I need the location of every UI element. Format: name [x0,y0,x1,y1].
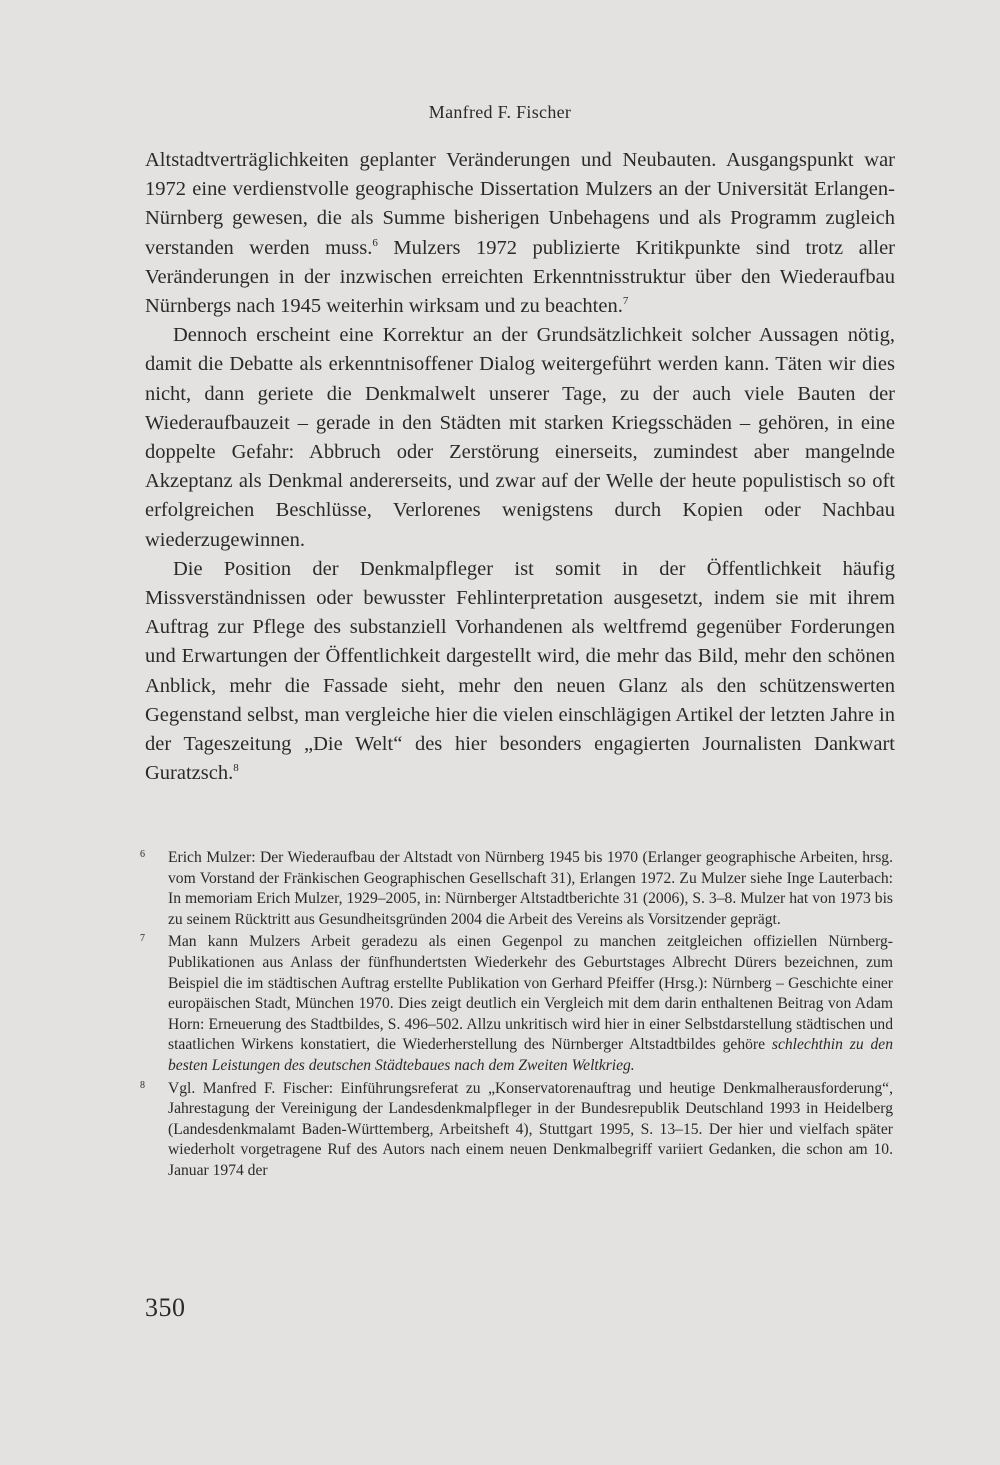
footnote-ref-6[interactable]: 6 [372,236,378,249]
footnote-text: Vgl. Manfred F. Fischer: Einführungsreferat zu „Konservatorenauftrag und heutige Denkmalherausforderung“, Jahrestagung der Vereinigung der Landesdenkmalpfleger in der Bundesrepublik Deutschland 1993 in Heidelberg (Landesdenkmalamt Baden-Württemberg, Arbeitsheft 4), Stuttgart 1995, S. 13–15. Der hier und vielfach später wiederholt vorgetragene Ruf des Autors nach einem neuen Denkmalbegriff variiert Gedanken, die schon am 10. Januar 1974 der [168,1079,893,1179]
footnote-8 [140,1079,893,1182]
paragraph-2: Dennoch erscheint eine Korrektur an der Grundsätzlichkeit solcher Aussagen nötig, damit die Debatte als erkenntnisoffener Dialog weitergeführt werden kann. Täten wir dies nicht, dann geriete die Denkmalwelt unserer Tage, zu der auch viele Bauten der Wiederaufbauzeit – gerade in den Städten mit starken Kriegsschäden – gehören, in eine doppelte Gefahr: Abbruch oder Zerstörung einerseits, zumindest aber mangelnde Akzeptanz als Denkmal andererseits, und zwar auf der Welle der heute populistisch so oft erfolgreichen Beschlüsse, Verlorenes wenigstens durch Kopien oder Nachbau wiederzugewinnen. [145,324,895,551]
footnote-number: 8 [140,1079,145,1091]
footnote-ref-8[interactable]: 8 [233,762,239,775]
footnote-6 [140,848,893,930]
paragraph-1 [145,146,895,321]
footnote-ref-7[interactable]: 7 [622,295,629,308]
main-text [145,146,895,788]
paragraph-1-text-a: Altstadtverträglichkeiten geplanter Veränderungen und Neubauten. Ausgangspunkt war 1972 eine verdienstvolle geographische Dissertation Mulzers an der Universität Erlangen-Nürnberg gewesen, die als Summe bisherigen Unbehagens und als Programm zugleich verstanden werden muss. [145,149,895,259]
footnote-text: Man kann Mulzers Arbeit geradezu als einen Gegenpol zu manchen zeitgleichen offiziellen Nürnberg-Publikationen aus Anlass der fünfhundertsten Wiederkehr des Geburtstages Albrecht Dürers bezeichnen, zum Beispiel die im städtischen Auftrag erstellte Publikation von Gerhard Pfeiffer (Hrsg.): Nürnberg – Geschichte einer europäischen Stadt, München 1970. Dies zeigt deutlich ein Vergleich mit dem darin enthaltenen Beitrag von Adam Horn: Erneuerung des Stadtbildes, S. 496–502. Allzu unkritisch wird hier in einer Selbstdarstellung städtischen und staatlichen Wirkens konstatiert, die Wiederherstellung des Nürnberger Altstadtbildes gehöre [168,933,893,1054]
paragraph-1-text-b: Mulzers 1972 publizierte Kritikpunkte sind trotz aller Veränderungen in der inzwischen erreichten Erkenntnisstruktur über den Wiederaufbau Nürnbergs nach 1945 weiterhin wirksam und zu beachten. [145,236,896,318]
footnote-7 [140,932,893,1076]
footnote-italic-quote: schlechthin zu den besten Leistungen des deutschen Städtebaues nach dem Zweiten Weltkrieg. [168,1036,893,1074]
paragraph-3 [145,555,895,789]
page-number: 350 [145,1293,186,1322]
footnote-number: 7 [140,933,145,945]
footnote-number: 6 [140,849,145,860]
running-head: Manfred F. Fischer [428,102,572,122]
footnotes [140,848,893,1184]
paragraph-3-text: Die Position der Denkmalpfleger ist somit in der Öffentlichkeit häufig Missverständnissen oder bewusster Fehlinterpretation ausgesetzt, indem sie mit ihrem Auftrag zur Pflege des substanziell Vorhandenen als weltfremd gegenüber Forderungen und Erwartungen der Öffentlichkeit dargestellt wird, die mehr das Bild, mehr den schönen Anblick, mehr die Fassade sieht, mehr den neuen Glanz als den schützenswerten Gegenstand selbst, man vergleiche hier die vielen einschlägigen Artikel der letzten Jahre in der Tageszeitung „Die Welt“ des hier besonders engagierten Journalisten Dankwart Guratzsch. [145,557,895,785]
footnote-text: Erich Mulzer: Der Wiederaufbau der Altstadt von Nürnberg 1945 bis 1970 (Erlanger geographische Arbeiten, hrsg. vom Vorstand der Fränkischen Geographischen Gesellschaft 31), Erlangen 1972. Zu Mulzer siehe Inge Lauterbach: In memoriam Erich Mulzer, 1929–2005, in: Nürnberger Altstadtberichte 31 (2006), S. 3–8. Mulzer hat von 1973 bis zu seinem Rücktritt aus Gesundheitsgründen 2004 die Arbeit des Vereins als Vorsitzender geprägt. [168,849,893,928]
